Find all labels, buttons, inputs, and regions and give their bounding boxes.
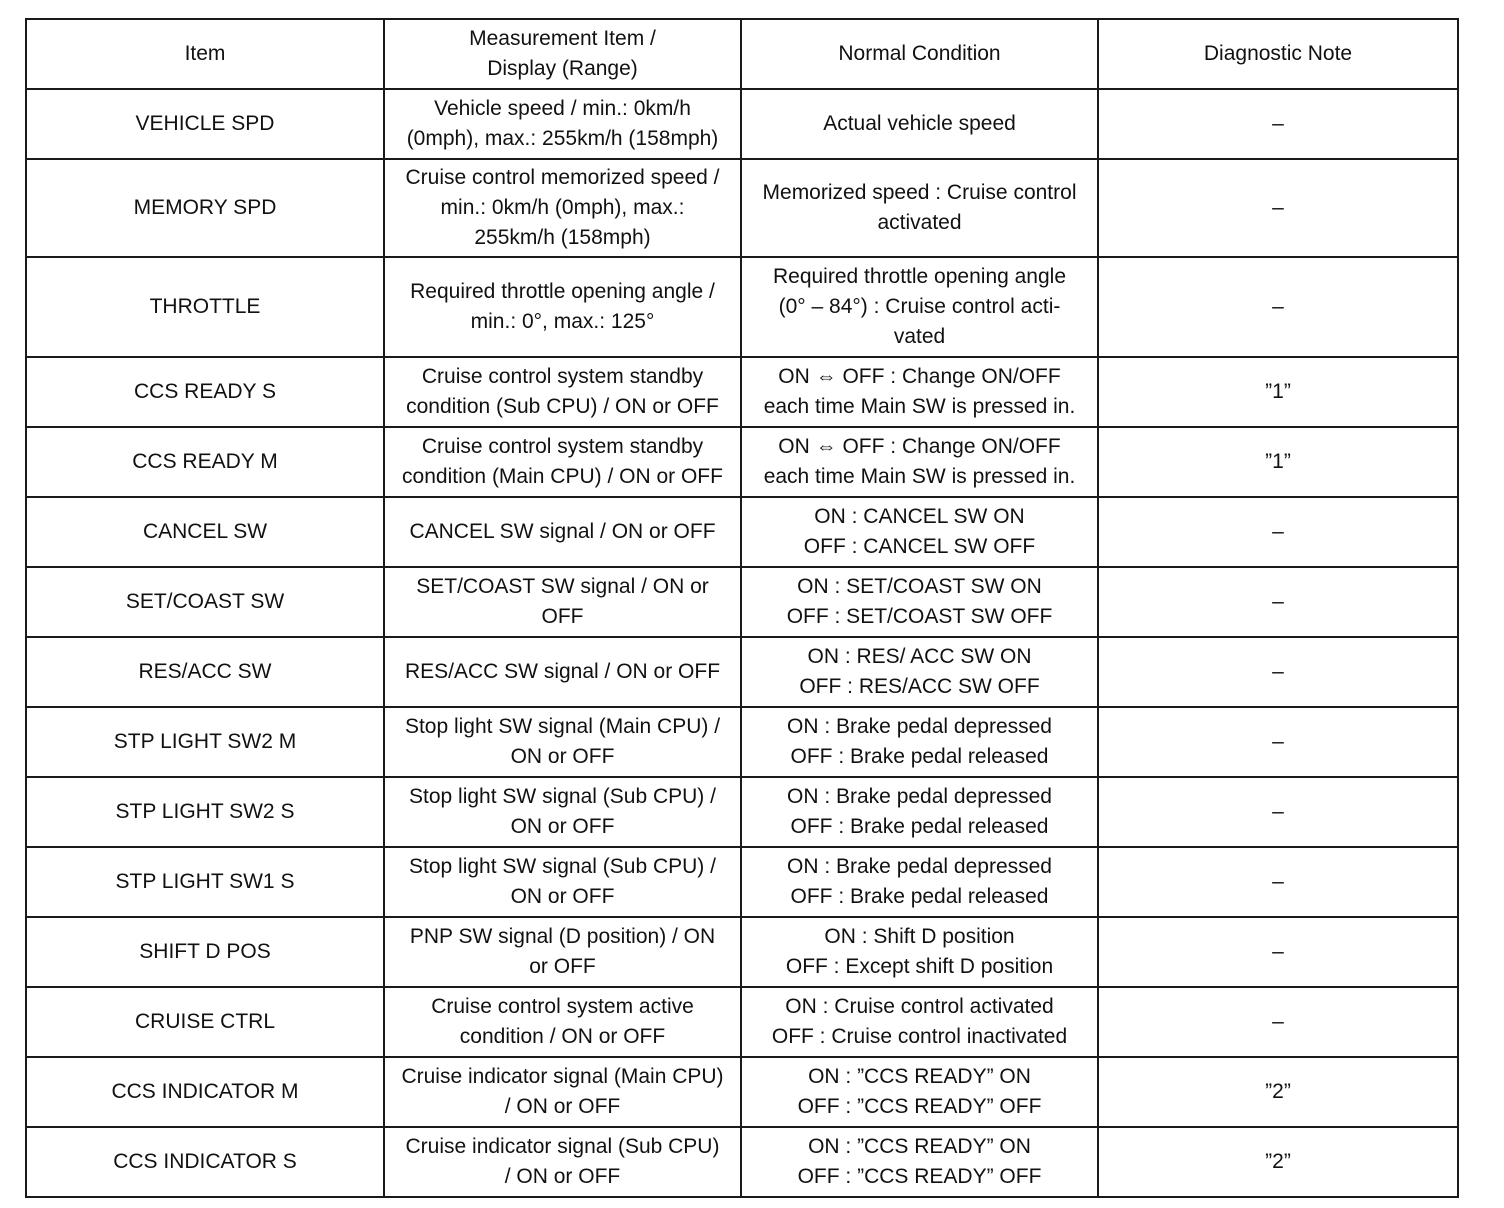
cell-diagnostic-note: –: [1098, 567, 1458, 637]
cell-diagnostic-note: –: [1098, 987, 1458, 1057]
cell-normal-condition: ON ⇔ OFF : Change ON/OFF each time Main SW is pressed in.: [741, 357, 1098, 427]
cell-diagnostic-note: –: [1098, 159, 1458, 257]
cell-measurement: Stop light SW signal (Sub CPU) / ON or OFF: [384, 847, 741, 917]
table-row: [26, 1057, 1458, 1127]
table-row: [26, 357, 1458, 427]
cell-diagnostic-note: –: [1098, 89, 1458, 159]
cell-item: CRUISE CTRL: [26, 987, 384, 1057]
header-normal-condition: Normal Condition: [741, 19, 1098, 89]
cell-normal-condition: Required throttle opening angle (0° – 84°) : Cruise control acti- vated: [741, 257, 1098, 357]
cell-normal-condition: ON : ”CCS READY” ON OFF : ”CCS READY” OFF: [741, 1057, 1098, 1127]
table-row: [26, 777, 1458, 847]
cell-measurement: CANCEL SW signal / ON or OFF: [384, 497, 741, 567]
table-row: [26, 427, 1458, 497]
table-row: [26, 1127, 1458, 1197]
table-row: [26, 567, 1458, 637]
cell-item: CCS READY M: [26, 427, 384, 497]
cell-measurement: Cruise indicator signal (Sub CPU) / ON or OFF: [384, 1127, 741, 1197]
cell-measurement: Stop light SW signal (Main CPU) / ON or OFF: [384, 707, 741, 777]
cell-measurement: RES/ACC SW signal / ON or OFF: [384, 637, 741, 707]
cell-item: SHIFT D POS: [26, 917, 384, 987]
data-monitor-table: [25, 18, 1459, 1198]
cell-item: STP LIGHT SW2 S: [26, 777, 384, 847]
table-row: [26, 159, 1458, 257]
table-row: [26, 707, 1458, 777]
header-diagnostic-note: Diagnostic Note: [1098, 19, 1458, 89]
cell-normal-condition: ON : ”CCS READY” ON OFF : ”CCS READY” OFF: [741, 1127, 1098, 1197]
cell-diagnostic-note: –: [1098, 497, 1458, 567]
table-row: [26, 917, 1458, 987]
cell-normal-condition: ON : Brake pedal depressed OFF : Brake pedal released: [741, 707, 1098, 777]
cell-measurement: Stop light SW signal (Sub CPU) / ON or OFF: [384, 777, 741, 847]
cell-measurement: Cruise control memorized speed / min.: 0km/h (0mph), max.: 255km/h (158mph): [384, 159, 741, 257]
cell-normal-condition: Memorized speed : Cruise control activated: [741, 159, 1098, 257]
cell-item: STP LIGHT SW2 M: [26, 707, 384, 777]
header-item: Item: [26, 19, 384, 89]
table-row: [26, 257, 1458, 357]
cell-measurement: PNP SW signal (D position) / ON or OFF: [384, 917, 741, 987]
cell-measurement: Cruise indicator signal (Main CPU) / ON or OFF: [384, 1057, 741, 1127]
cell-normal-condition: ON : CANCEL SW ON OFF : CANCEL SW OFF: [741, 497, 1098, 567]
table-row: [26, 497, 1458, 567]
cell-diagnostic-note: ”2”: [1098, 1057, 1458, 1127]
cell-item: CANCEL SW: [26, 497, 384, 567]
cell-diagnostic-note: –: [1098, 637, 1458, 707]
cell-diagnostic-note: –: [1098, 847, 1458, 917]
cell-diagnostic-note: ”1”: [1098, 427, 1458, 497]
cell-normal-condition: ON : Cruise control activated OFF : Cruise control inactivated: [741, 987, 1098, 1057]
table-row: [26, 987, 1458, 1057]
cell-normal-condition: ON : SET/COAST SW ON OFF : SET/COAST SW OFF: [741, 567, 1098, 637]
cell-diagnostic-note: –: [1098, 917, 1458, 987]
cell-normal-condition: ON : Brake pedal depressed OFF : Brake pedal released: [741, 847, 1098, 917]
cell-measurement: Cruise control system standby condition (Sub CPU) / ON or OFF: [384, 357, 741, 427]
cell-item: VEHICLE SPD: [26, 89, 384, 159]
table-row: [26, 89, 1458, 159]
cell-item: CCS INDICATOR M: [26, 1057, 384, 1127]
cell-diagnostic-note: –: [1098, 777, 1458, 847]
cell-item: THROTTLE: [26, 257, 384, 357]
cell-normal-condition: Actual vehicle speed: [741, 89, 1098, 159]
cell-normal-condition: ON ⇔ OFF : Change ON/OFF each time Main SW is pressed in.: [741, 427, 1098, 497]
cell-item: CCS INDICATOR S: [26, 1127, 384, 1197]
table-row: [26, 637, 1458, 707]
header-measurement: Measurement Item / Display (Range): [384, 19, 741, 89]
cell-item: MEMORY SPD: [26, 159, 384, 257]
header-row: [26, 19, 1458, 89]
cell-normal-condition: ON : Brake pedal depressed OFF : Brake pedal released: [741, 777, 1098, 847]
cell-measurement: Cruise control system active condition / ON or OFF: [384, 987, 741, 1057]
cell-item: SET/COAST SW: [26, 567, 384, 637]
table-row: [26, 847, 1458, 917]
cell-measurement: SET/COAST SW signal / ON or OFF: [384, 567, 741, 637]
cell-item: RES/ACC SW: [26, 637, 384, 707]
cell-measurement: Vehicle speed / min.: 0km/h (0mph), max.: 255km/h (158mph): [384, 89, 741, 159]
cell-item: STP LIGHT SW1 S: [26, 847, 384, 917]
cell-normal-condition: ON : RES/ ACC SW ON OFF : RES/ACC SW OFF: [741, 637, 1098, 707]
cell-diagnostic-note: ”2”: [1098, 1127, 1458, 1197]
cell-measurement: Required throttle opening angle / min.: 0°, max.: 125°: [384, 257, 741, 357]
cell-diagnostic-note: –: [1098, 257, 1458, 357]
cell-diagnostic-note: ”1”: [1098, 357, 1458, 427]
cell-item: CCS READY S: [26, 357, 384, 427]
cell-diagnostic-note: –: [1098, 707, 1458, 777]
cell-normal-condition: ON : Shift D position OFF : Except shift D position: [741, 917, 1098, 987]
cell-measurement: Cruise control system standby condition (Main CPU) / ON or OFF: [384, 427, 741, 497]
